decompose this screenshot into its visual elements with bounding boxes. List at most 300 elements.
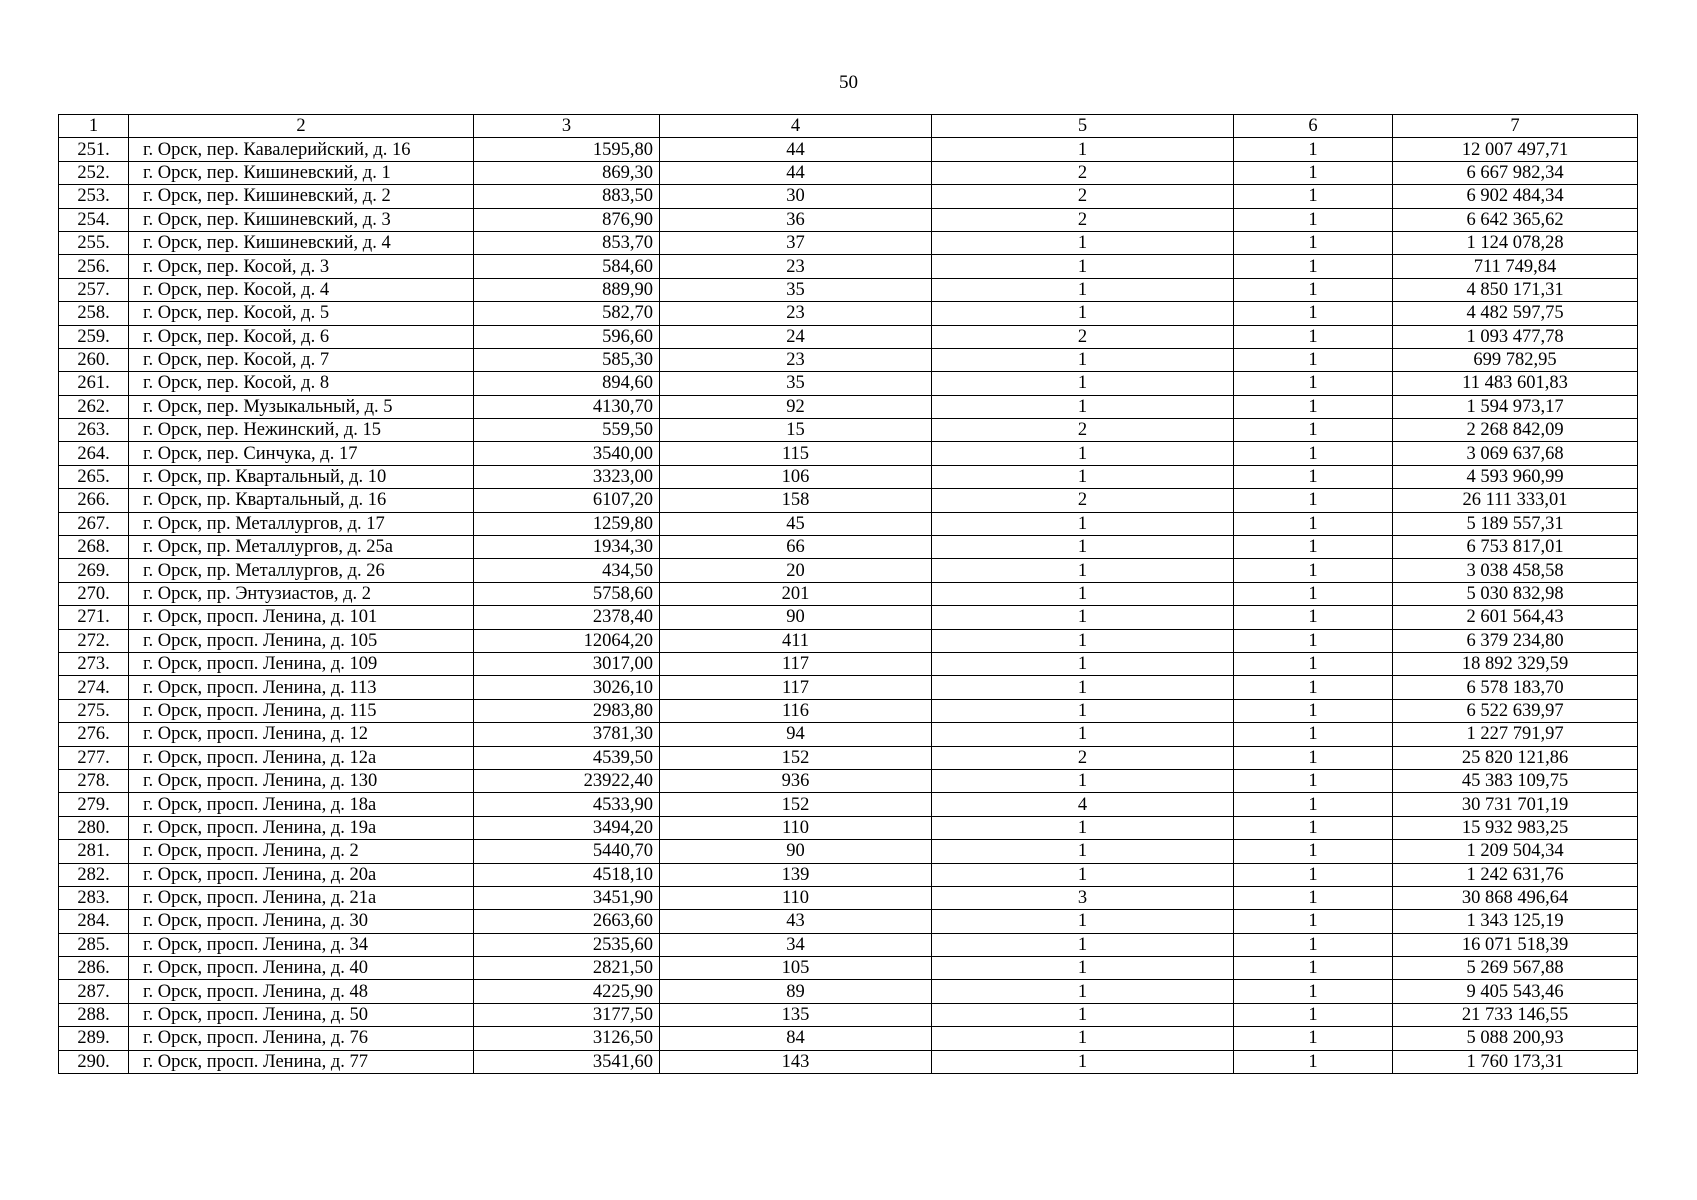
cell-col5: 1 [932,512,1234,535]
cell-index: 257. [59,278,129,301]
cell-index: 283. [59,886,129,909]
cell-amount: 15 932 983,25 [1393,816,1638,839]
cell-count: 24 [660,325,932,348]
cell-col5: 1 [932,1050,1234,1073]
column-header: 7 [1393,115,1638,138]
cell-col6: 1 [1234,652,1393,675]
cell-index: 268. [59,536,129,559]
cell-col5: 1 [932,1003,1234,1026]
cell-index: 275. [59,699,129,722]
cell-amount: 26 111 333,01 [1393,489,1638,512]
table-row [59,652,1638,675]
cell-col5: 1 [932,676,1234,699]
cell-col5: 1 [932,840,1234,863]
cell-col6: 1 [1234,957,1393,980]
cell-area: 889,90 [474,278,660,301]
cell-address: г. Орск, просп. Ленина, д. 77 [129,1050,474,1073]
cell-area: 1259,80 [474,512,660,535]
cell-count: 152 [660,793,932,816]
cell-amount: 5 088 200,93 [1393,1027,1638,1050]
cell-amount: 699 782,95 [1393,348,1638,371]
cell-amount: 5 030 832,98 [1393,582,1638,605]
column-header: 6 [1234,115,1393,138]
cell-amount: 3 038 458,58 [1393,559,1638,582]
cell-col5: 1 [932,348,1234,371]
cell-col5: 1 [932,138,1234,161]
table-row [59,512,1638,535]
table-row [59,1050,1638,1073]
cell-area: 3540,00 [474,442,660,465]
cell-index: 290. [59,1050,129,1073]
cell-count: 117 [660,676,932,699]
cell-col5: 1 [932,442,1234,465]
table-row [59,1003,1638,1026]
column-header: 4 [660,115,932,138]
cell-col6: 1 [1234,208,1393,231]
table-row [59,933,1638,956]
cell-area: 5758,60 [474,582,660,605]
cell-index: 274. [59,676,129,699]
cell-area: 584,60 [474,255,660,278]
cell-address: г. Орск, просп. Ленина, д. 113 [129,676,474,699]
cell-area: 4533,90 [474,793,660,816]
cell-address: г. Орск, просп. Ленина, д. 34 [129,933,474,956]
cell-address: г. Орск, пер. Косой, д. 4 [129,278,474,301]
cell-area: 869,30 [474,161,660,184]
cell-area: 3026,10 [474,676,660,699]
cell-area: 3177,50 [474,1003,660,1026]
cell-col5: 1 [932,699,1234,722]
cell-area: 894,60 [474,372,660,395]
cell-col6: 1 [1234,582,1393,605]
cell-amount: 1 594 973,17 [1393,395,1638,418]
cell-col6: 1 [1234,606,1393,629]
cell-amount: 1 242 631,76 [1393,863,1638,886]
cell-col6: 1 [1234,138,1393,161]
table-row [59,723,1638,746]
cell-area: 2663,60 [474,910,660,933]
table-row [59,863,1638,886]
table-row [59,699,1638,722]
cell-count: 106 [660,465,932,488]
cell-area: 3494,20 [474,816,660,839]
cell-count: 20 [660,559,932,582]
cell-count: 34 [660,933,932,956]
table-row [59,793,1638,816]
cell-index: 276. [59,723,129,746]
cell-count: 110 [660,886,932,909]
cell-col6: 1 [1234,395,1393,418]
cell-count: 116 [660,699,932,722]
table-row [59,957,1638,980]
cell-area: 3451,90 [474,886,660,909]
cell-col6: 1 [1234,489,1393,512]
cell-index: 264. [59,442,129,465]
cell-index: 281. [59,840,129,863]
cell-count: 45 [660,512,932,535]
cell-col6: 1 [1234,255,1393,278]
table-row [59,886,1638,909]
column-header: 1 [59,115,129,138]
cell-area: 876,90 [474,208,660,231]
cell-address: г. Орск, пр. Квартальный, д. 16 [129,489,474,512]
cell-col6: 1 [1234,769,1393,792]
cell-index: 273. [59,652,129,675]
cell-area: 2821,50 [474,957,660,980]
cell-col5: 1 [932,1027,1234,1050]
cell-index: 263. [59,419,129,442]
cell-address: г. Орск, пер. Кавалерийский, д. 16 [129,138,474,161]
cell-area: 3126,50 [474,1027,660,1050]
cell-amount: 3 069 637,68 [1393,442,1638,465]
cell-index: 289. [59,1027,129,1050]
cell-address: г. Орск, пер. Косой, д. 8 [129,372,474,395]
table-row [59,910,1638,933]
cell-col5: 1 [932,302,1234,325]
cell-index: 256. [59,255,129,278]
cell-col5: 1 [932,559,1234,582]
cell-area: 559,50 [474,419,660,442]
cell-area: 2378,40 [474,606,660,629]
cell-area: 4539,50 [474,746,660,769]
cell-count: 44 [660,161,932,184]
cell-count: 94 [660,723,932,746]
cell-address: г. Орск, просп. Ленина, д. 30 [129,910,474,933]
cell-amount: 6 902 484,34 [1393,185,1638,208]
table-row [59,161,1638,184]
cell-address: г. Орск, пер. Кишиневский, д. 3 [129,208,474,231]
cell-col5: 1 [932,465,1234,488]
cell-count: 117 [660,652,932,675]
cell-col5: 1 [932,536,1234,559]
cell-col5: 2 [932,208,1234,231]
cell-address: г. Орск, пр. Металлургов, д. 17 [129,512,474,535]
cell-count: 411 [660,629,932,652]
table-row [59,840,1638,863]
cell-index: 260. [59,348,129,371]
cell-address: г. Орск, пер. Кишиневский, д. 1 [129,161,474,184]
cell-address: г. Орск, просп. Ленина, д. 2 [129,840,474,863]
cell-amount: 2 601 564,43 [1393,606,1638,629]
cell-area: 3541,60 [474,1050,660,1073]
cell-col6: 1 [1234,1003,1393,1026]
table-row [59,629,1638,652]
table-row [59,185,1638,208]
cell-index: 288. [59,1003,129,1026]
cell-col6: 1 [1234,465,1393,488]
cell-area: 1934,30 [474,536,660,559]
cell-address: г. Орск, просп. Ленина, д. 109 [129,652,474,675]
cell-address: г. Орск, просп. Ленина, д. 19а [129,816,474,839]
cell-count: 115 [660,442,932,465]
cell-count: 152 [660,746,932,769]
cell-index: 284. [59,910,129,933]
cell-count: 92 [660,395,932,418]
cell-count: 110 [660,816,932,839]
cell-count: 143 [660,1050,932,1073]
cell-index: 272. [59,629,129,652]
cell-amount: 1 209 504,34 [1393,840,1638,863]
cell-amount: 11 483 601,83 [1393,372,1638,395]
cell-amount: 16 071 518,39 [1393,933,1638,956]
cell-amount: 4 593 960,99 [1393,465,1638,488]
cell-count: 139 [660,863,932,886]
cell-count: 36 [660,208,932,231]
cell-area: 3017,00 [474,652,660,675]
cell-address: г. Орск, просп. Ленина, д. 115 [129,699,474,722]
page-number: 50 [839,72,858,93]
cell-area: 1595,80 [474,138,660,161]
cell-col6: 1 [1234,676,1393,699]
cell-amount: 45 383 109,75 [1393,769,1638,792]
cell-count: 90 [660,840,932,863]
table-row [59,278,1638,301]
cell-address: г. Орск, пер. Косой, д. 3 [129,255,474,278]
cell-count: 15 [660,419,932,442]
cell-index: 286. [59,957,129,980]
cell-index: 267. [59,512,129,535]
cell-address: г. Орск, просп. Ленина, д. 40 [129,957,474,980]
cell-amount: 12 007 497,71 [1393,138,1638,161]
cell-col6: 1 [1234,231,1393,254]
cell-amount: 2 268 842,09 [1393,419,1638,442]
table-row [59,138,1638,161]
cell-index: 269. [59,559,129,582]
cell-count: 158 [660,489,932,512]
cell-col6: 1 [1234,302,1393,325]
cell-area: 6107,20 [474,489,660,512]
column-header: 3 [474,115,660,138]
table-row [59,325,1638,348]
cell-index: 251. [59,138,129,161]
table-row [59,746,1638,769]
cell-amount: 6 753 817,01 [1393,536,1638,559]
table-row [59,769,1638,792]
table-row [59,208,1638,231]
cell-index: 254. [59,208,129,231]
cell-area: 3323,00 [474,465,660,488]
cell-col5: 4 [932,793,1234,816]
cell-count: 23 [660,348,932,371]
cell-address: г. Орск, пер. Кишиневский, д. 2 [129,185,474,208]
cell-col5: 1 [932,606,1234,629]
cell-index: 278. [59,769,129,792]
cell-address: г. Орск, пр. Металлургов, д. 26 [129,559,474,582]
cell-count: 84 [660,1027,932,1050]
cell-area: 4518,10 [474,863,660,886]
table-row [59,419,1638,442]
cell-col6: 1 [1234,793,1393,816]
cell-count: 66 [660,536,932,559]
cell-amount: 9 405 543,46 [1393,980,1638,1003]
cell-amount: 6 379 234,80 [1393,629,1638,652]
cell-count: 35 [660,372,932,395]
cell-col5: 1 [932,372,1234,395]
table-row [59,1027,1638,1050]
cell-amount: 5 189 557,31 [1393,512,1638,535]
cell-count: 89 [660,980,932,1003]
cell-amount: 1 093 477,78 [1393,325,1638,348]
cell-index: 282. [59,863,129,886]
cell-col5: 2 [932,185,1234,208]
cell-col6: 1 [1234,980,1393,1003]
cell-index: 258. [59,302,129,325]
cell-amount: 4 850 171,31 [1393,278,1638,301]
cell-col6: 1 [1234,863,1393,886]
table-row [59,606,1638,629]
cell-col6: 1 [1234,933,1393,956]
cell-address: г. Орск, просп. Ленина, д. 76 [129,1027,474,1050]
cell-area: 434,50 [474,559,660,582]
cell-index: 280. [59,816,129,839]
cell-amount: 25 820 121,86 [1393,746,1638,769]
cell-col5: 2 [932,325,1234,348]
cell-area: 2535,60 [474,933,660,956]
cell-address: г. Орск, пер. Косой, д. 6 [129,325,474,348]
cell-col5: 1 [932,629,1234,652]
cell-index: 255. [59,231,129,254]
cell-count: 201 [660,582,932,605]
cell-col5: 1 [932,910,1234,933]
cell-address: г. Орск, просп. Ленина, д. 50 [129,1003,474,1026]
cell-col5: 1 [932,582,1234,605]
cell-area: 596,60 [474,325,660,348]
cell-amount: 1 343 125,19 [1393,910,1638,933]
cell-area: 883,50 [474,185,660,208]
cell-index: 259. [59,325,129,348]
cell-area: 585,30 [474,348,660,371]
cell-address: г. Орск, пер. Синчука, д. 17 [129,442,474,465]
cell-index: 266. [59,489,129,512]
cell-count: 90 [660,606,932,629]
cell-address: г. Орск, пер. Музыкальный, д. 5 [129,395,474,418]
cell-col5: 2 [932,419,1234,442]
cell-col6: 1 [1234,442,1393,465]
column-header: 5 [932,115,1234,138]
cell-count: 135 [660,1003,932,1026]
cell-area: 5440,70 [474,840,660,863]
cell-amount: 18 892 329,59 [1393,652,1638,675]
cell-col5: 1 [932,957,1234,980]
cell-count: 35 [660,278,932,301]
table-row [59,231,1638,254]
cell-col6: 1 [1234,536,1393,559]
cell-col5: 1 [932,231,1234,254]
table-row [59,980,1638,1003]
cell-count: 105 [660,957,932,980]
cell-index: 279. [59,793,129,816]
table-row [59,372,1638,395]
cell-address: г. Орск, просп. Ленина, д. 12 [129,723,474,746]
cell-index: 252. [59,161,129,184]
cell-address: г. Орск, просп. Ленина, д. 21а [129,886,474,909]
cell-amount: 711 749,84 [1393,255,1638,278]
table-body [59,138,1638,1074]
cell-area: 2983,80 [474,699,660,722]
cell-col6: 1 [1234,161,1393,184]
cell-amount: 6 578 183,70 [1393,676,1638,699]
cell-col6: 1 [1234,325,1393,348]
table-row [59,559,1638,582]
cell-col5: 1 [932,769,1234,792]
cell-col5: 2 [932,489,1234,512]
cell-address: г. Орск, просп. Ленина, д. 130 [129,769,474,792]
cell-address: г. Орск, просп. Ленина, д. 105 [129,629,474,652]
cell-address: г. Орск, пр. Энтузиастов, д. 2 [129,582,474,605]
table-row [59,348,1638,371]
cell-count: 37 [660,231,932,254]
data-table [58,114,1638,1074]
cell-address: г. Орск, пер. Косой, д. 7 [129,348,474,371]
cell-col6: 1 [1234,278,1393,301]
cell-area: 23922,40 [474,769,660,792]
cell-col6: 1 [1234,185,1393,208]
cell-col6: 1 [1234,746,1393,769]
cell-index: 261. [59,372,129,395]
table-row [59,582,1638,605]
cell-col6: 1 [1234,1050,1393,1073]
cell-col5: 1 [932,980,1234,1003]
cell-index: 287. [59,980,129,1003]
cell-col5: 1 [932,816,1234,839]
cell-index: 271. [59,606,129,629]
cell-col6: 1 [1234,1027,1393,1050]
cell-amount: 5 269 567,88 [1393,957,1638,980]
cell-col5: 2 [932,161,1234,184]
cell-col6: 1 [1234,910,1393,933]
cell-col5: 1 [932,652,1234,675]
cell-index: 253. [59,185,129,208]
table-row [59,302,1638,325]
cell-address: г. Орск, пер. Нежинский, д. 15 [129,419,474,442]
cell-amount: 1 760 173,31 [1393,1050,1638,1073]
cell-area: 582,70 [474,302,660,325]
cell-index: 277. [59,746,129,769]
cell-col6: 1 [1234,559,1393,582]
cell-address: г. Орск, пр. Квартальный, д. 10 [129,465,474,488]
cell-amount: 21 733 146,55 [1393,1003,1638,1026]
cell-address: г. Орск, просп. Ленина, д. 12а [129,746,474,769]
cell-col6: 1 [1234,372,1393,395]
cell-index: 270. [59,582,129,605]
table-header-row [59,115,1638,138]
cell-col5: 1 [932,278,1234,301]
table-row [59,676,1638,699]
cell-col6: 1 [1234,348,1393,371]
cell-count: 936 [660,769,932,792]
cell-area: 4225,90 [474,980,660,1003]
cell-col5: 1 [932,863,1234,886]
cell-address: г. Орск, пер. Косой, д. 5 [129,302,474,325]
cell-col5: 1 [932,255,1234,278]
cell-col5: 1 [932,395,1234,418]
cell-area: 853,70 [474,231,660,254]
cell-amount: 30 868 496,64 [1393,886,1638,909]
table-row [59,489,1638,512]
cell-col6: 1 [1234,629,1393,652]
cell-col6: 1 [1234,840,1393,863]
table-row [59,395,1638,418]
cell-count: 44 [660,138,932,161]
cell-address: г. Орск, пр. Металлургов, д. 25а [129,536,474,559]
table-row [59,465,1638,488]
cell-col6: 1 [1234,419,1393,442]
cell-amount: 30 731 701,19 [1393,793,1638,816]
cell-count: 30 [660,185,932,208]
cell-col5: 3 [932,886,1234,909]
cell-amount: 6 667 982,34 [1393,161,1638,184]
cell-count: 23 [660,302,932,325]
